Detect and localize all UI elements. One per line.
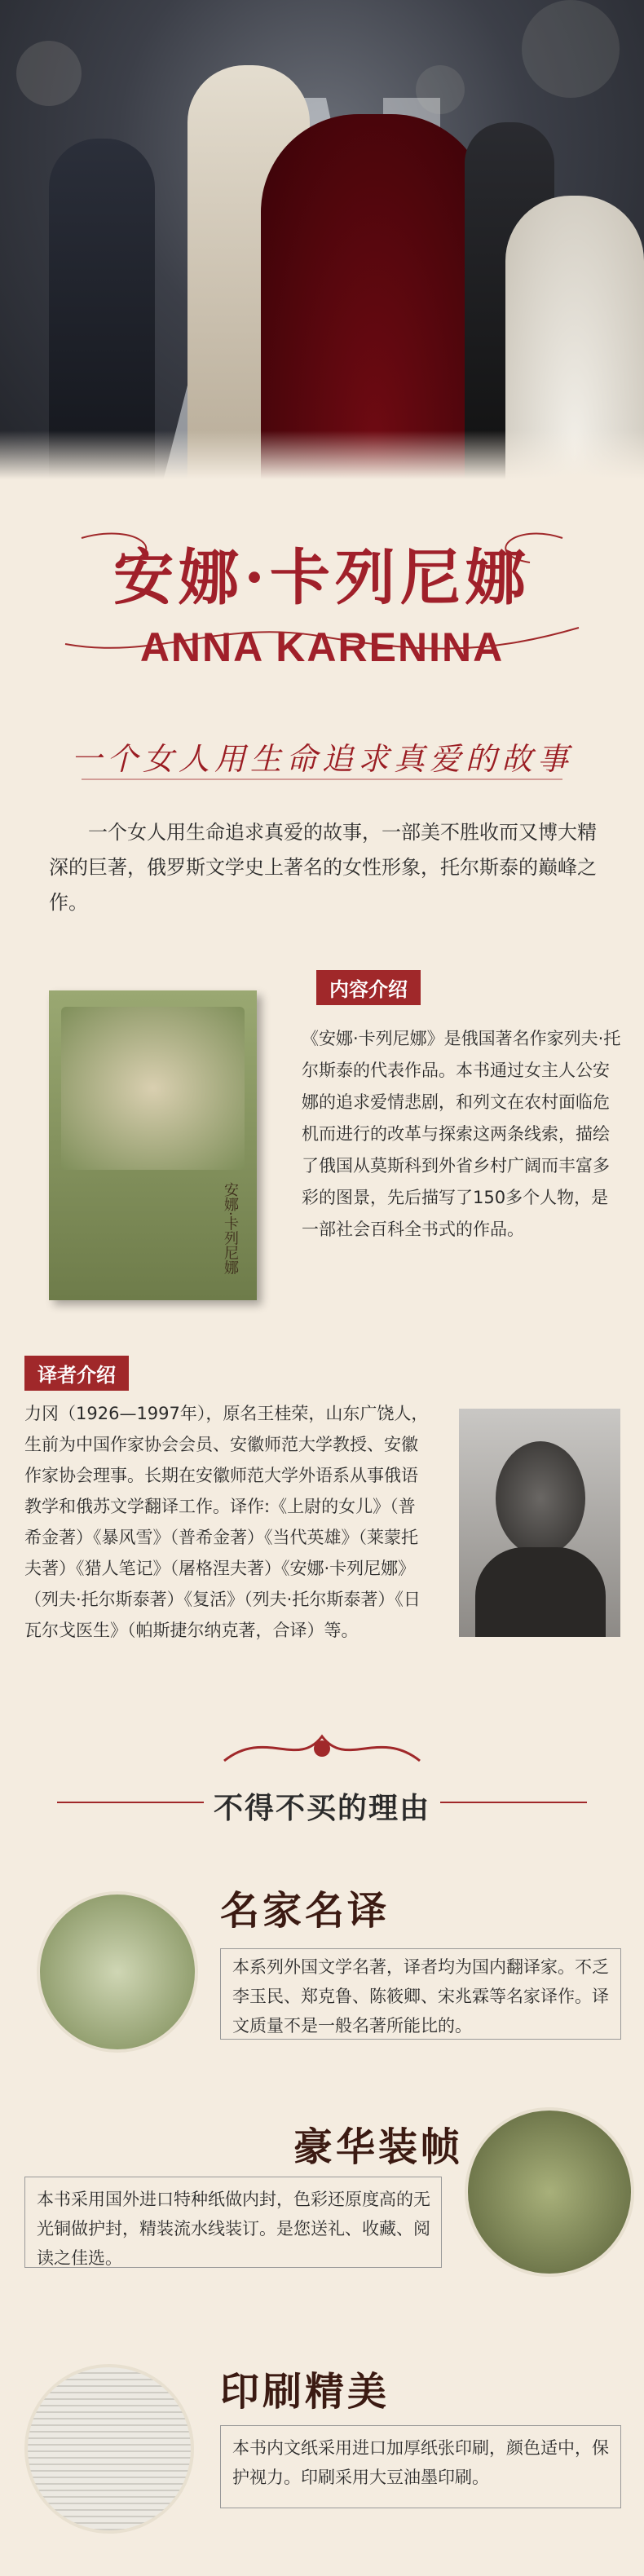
translator-portrait: [459, 1409, 620, 1637]
tag-content-intro: 内容介绍: [316, 970, 421, 1005]
title-chinese: 安娜·卡列尼娜: [113, 543, 531, 613]
book-cover: [49, 990, 257, 1300]
feature-text-1: 本系列外国文学名著，译者均为国内翻译家。不乏李玉民、郑克鲁、陈筱卿、宋兆霖等名家译作。译文质量不是一般名著所能比的。: [232, 1957, 609, 2036]
feature-binding-image: [465, 2107, 634, 2277]
portrait-body: [475, 1547, 606, 1637]
ornament-crest: [216, 1720, 428, 1777]
tag-translator: 译者介绍: [24, 1356, 129, 1391]
divider: [82, 779, 562, 780]
feature-pages-image: [24, 2364, 194, 2534]
cover-title: 安娜·卡列尼娜: [222, 1182, 239, 1275]
hero-fade: [0, 430, 644, 479]
feature-book-image: [37, 1891, 198, 2053]
feature-title-3: 印刷精美: [220, 2369, 390, 2415]
feature-title-2: 豪华装帧: [293, 2124, 464, 2170]
figure-woman-red-dress: [261, 114, 489, 479]
portrait-face: [496, 1441, 585, 1555]
figure-officer: [49, 139, 155, 479]
feature-title-1: 名家名译: [220, 1888, 390, 1934]
title-english: ANNA KARENINA: [139, 624, 505, 670]
content-intro-text: 《安娜·卡列尼娜》是俄国著名作家列夫·托尔斯泰的代表作品。本书通过女主人公安娜的追求爱情悲剧，和列文在农村面临危机而进行的改革与探索这两条线索，描绘了俄国从莫斯科到外省乡村广阔而丰富多彩的图景，先后描写了150多个人物，是一部社会百科全书式的作品。: [302, 1029, 621, 1239]
feature-text-2: 本书采用国外进口特种纸做内封，色彩还原度高的无光铜做护封，精装流水线装订。是您送礼、收藏、阅读之佳选。: [37, 2190, 430, 2268]
translator-text: 力冈（1926—1997年），原名王桂荣，山东广饶人，生前为中国作家协会会员、安徽师范大学教授、安徽作家协会理事。长期在安徽师范大学外语系从事俄语教学和俄苏文学翻译工作。译作:《上尉的女儿》（普希金著）《暴风雪》（普希金著）《当代英雄》（莱蒙托夫著）《猎人笔记》（屠格涅夫著）《安娜·卡列尼娜》（列夫·托尔斯泰著）《复活》（列夫·托尔斯泰著）《日瓦尔戈医生》（帕斯捷尔纳克著，合译）等。: [24, 1404, 429, 1640]
hero-banner: [0, 0, 644, 479]
intro-paragraph: 一个女人用生命追求真爱的故事，一部美不胜收而又博大精深的巨著，俄罗斯文学史上著名的女性形象，托尔斯泰的巅峰之作。: [49, 821, 597, 914]
feature-text-3: 本书内文纸采用进口加厚纸张印刷，颜色适中，保护视力。印刷采用大豆油墨印刷。: [232, 2438, 609, 2487]
cover-illustration: [61, 1007, 245, 1170]
subtitle: 一个女人用生命追求真爱的故事: [70, 741, 573, 777]
reasons-heading: 不得不买的理由: [213, 1791, 430, 1825]
